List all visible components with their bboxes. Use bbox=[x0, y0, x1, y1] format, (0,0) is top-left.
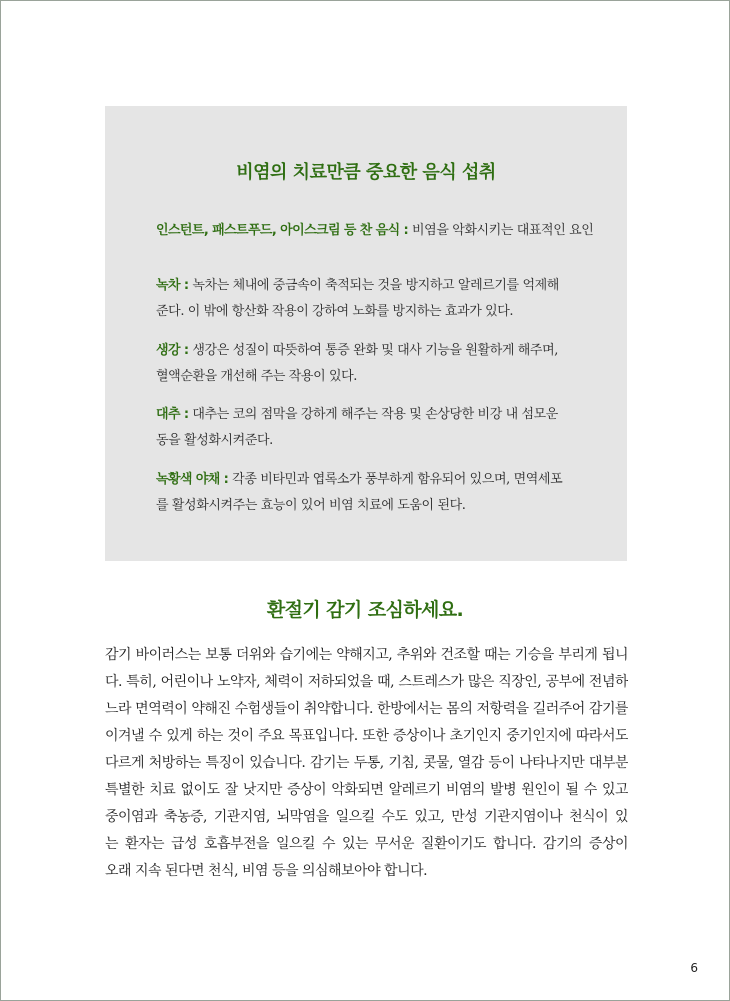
body-text-line: 다. 특히, 어린이나 노약자, 체력이 저하되었을 때, 스트레스가 많은 직장인, 공부에 전념하 bbox=[105, 674, 628, 690]
page-number: 6 bbox=[690, 961, 698, 975]
body-text-line: 특별한 치료 없이도 잘 낫지만 증상이 악화되면 알레르기 비염의 발병 원인이 될 수 있고 bbox=[105, 782, 628, 798]
body-text-line: 오래 지속 된다면 천식, 비염 등을 의심해보아야 합니다. bbox=[105, 863, 428, 879]
food-item-text: 혈액순환을 개선해 주는 작용이 있다. bbox=[156, 369, 358, 384]
food-item-label: 대추 : bbox=[156, 407, 193, 422]
body-text-line: 느라 면역력이 약해진 수험생들이 취약합니다. 한방에서는 몸의 저항력을 길러주어 감기를 bbox=[105, 701, 628, 717]
body-text-line: 이겨낼 수 있게 하는 것이 주요 목표입니다. 또한 증상이나 초기인지 중기인지에 따라서도 bbox=[105, 728, 628, 744]
body-text-line: 감기 바이러스는 보통 더위와 습기에는 약해지고, 추위와 건조할 때는 기승을 부리게 됩니 bbox=[105, 647, 628, 663]
box-title: 비염의 치료만큼 중요한 음식 섭취 bbox=[236, 162, 496, 183]
food-item-vegetables bbox=[156, 467, 596, 519]
food-item-ginger bbox=[156, 338, 596, 390]
food-item-text: 동을 활성화시켜준다. bbox=[156, 433, 273, 448]
body-text-line: 는 환자는 급성 호흡부전을 일으킬 수 있는 무서운 질환이기도 합니다. 감기의 증상이 bbox=[105, 836, 628, 852]
body-text-line: 중이염과 축농증, 기관지염, 뇌막염을 일으킬 수도 있고, 만성 기관지염이나 천식이 있 bbox=[105, 809, 628, 825]
food-item-jujube bbox=[156, 402, 596, 454]
food-item-text: 녹차는 체내에 중금속이 축적되는 것을 방지하고 알레르기를 억제해 bbox=[192, 278, 559, 293]
body-text-line: 다르게 처방하는 특징이 있습니다. 감기는 두통, 기침, 콧물, 열감 등이 나타나지만 대부분 bbox=[105, 755, 628, 771]
food-item-text: 비염을 악화시키는 대표적인 요인 bbox=[412, 223, 594, 238]
food-item-label: 인스턴트, 패스트푸드, 아이스크림 등 찬 음식 : bbox=[156, 223, 413, 238]
food-item-text: 준다. 이 밖에 항산화 작용이 강하여 노화를 방지하는 효과가 있다. bbox=[156, 304, 514, 319]
food-item-text: 생강은 성질이 따뜻하여 통증 완화 및 대사 기능을 원활하게 해주며, bbox=[192, 343, 558, 358]
food-item-label: 생강 : bbox=[156, 343, 193, 358]
food-item-green-tea bbox=[156, 273, 596, 325]
food-item-text: 를 활성화시켜주는 효능이 있어 비염 치료에 도움이 된다. bbox=[156, 498, 466, 513]
food-item-label: 녹차 : bbox=[156, 278, 193, 293]
food-item-label: 녹황색 야채 : bbox=[156, 472, 233, 487]
food-item-instant bbox=[156, 218, 596, 244]
food-info-box bbox=[105, 106, 627, 561]
food-item-text: 각종 비타민과 엽록소가 풍부하게 함유되어 있으며, 면역세포 bbox=[232, 472, 563, 487]
section-title: 환절기 감기 조심하세요. bbox=[266, 599, 464, 621]
food-item-text: 대추는 코의 점막을 강하게 해주는 작용 및 손상당한 비강 내 섬모운 bbox=[192, 407, 558, 422]
